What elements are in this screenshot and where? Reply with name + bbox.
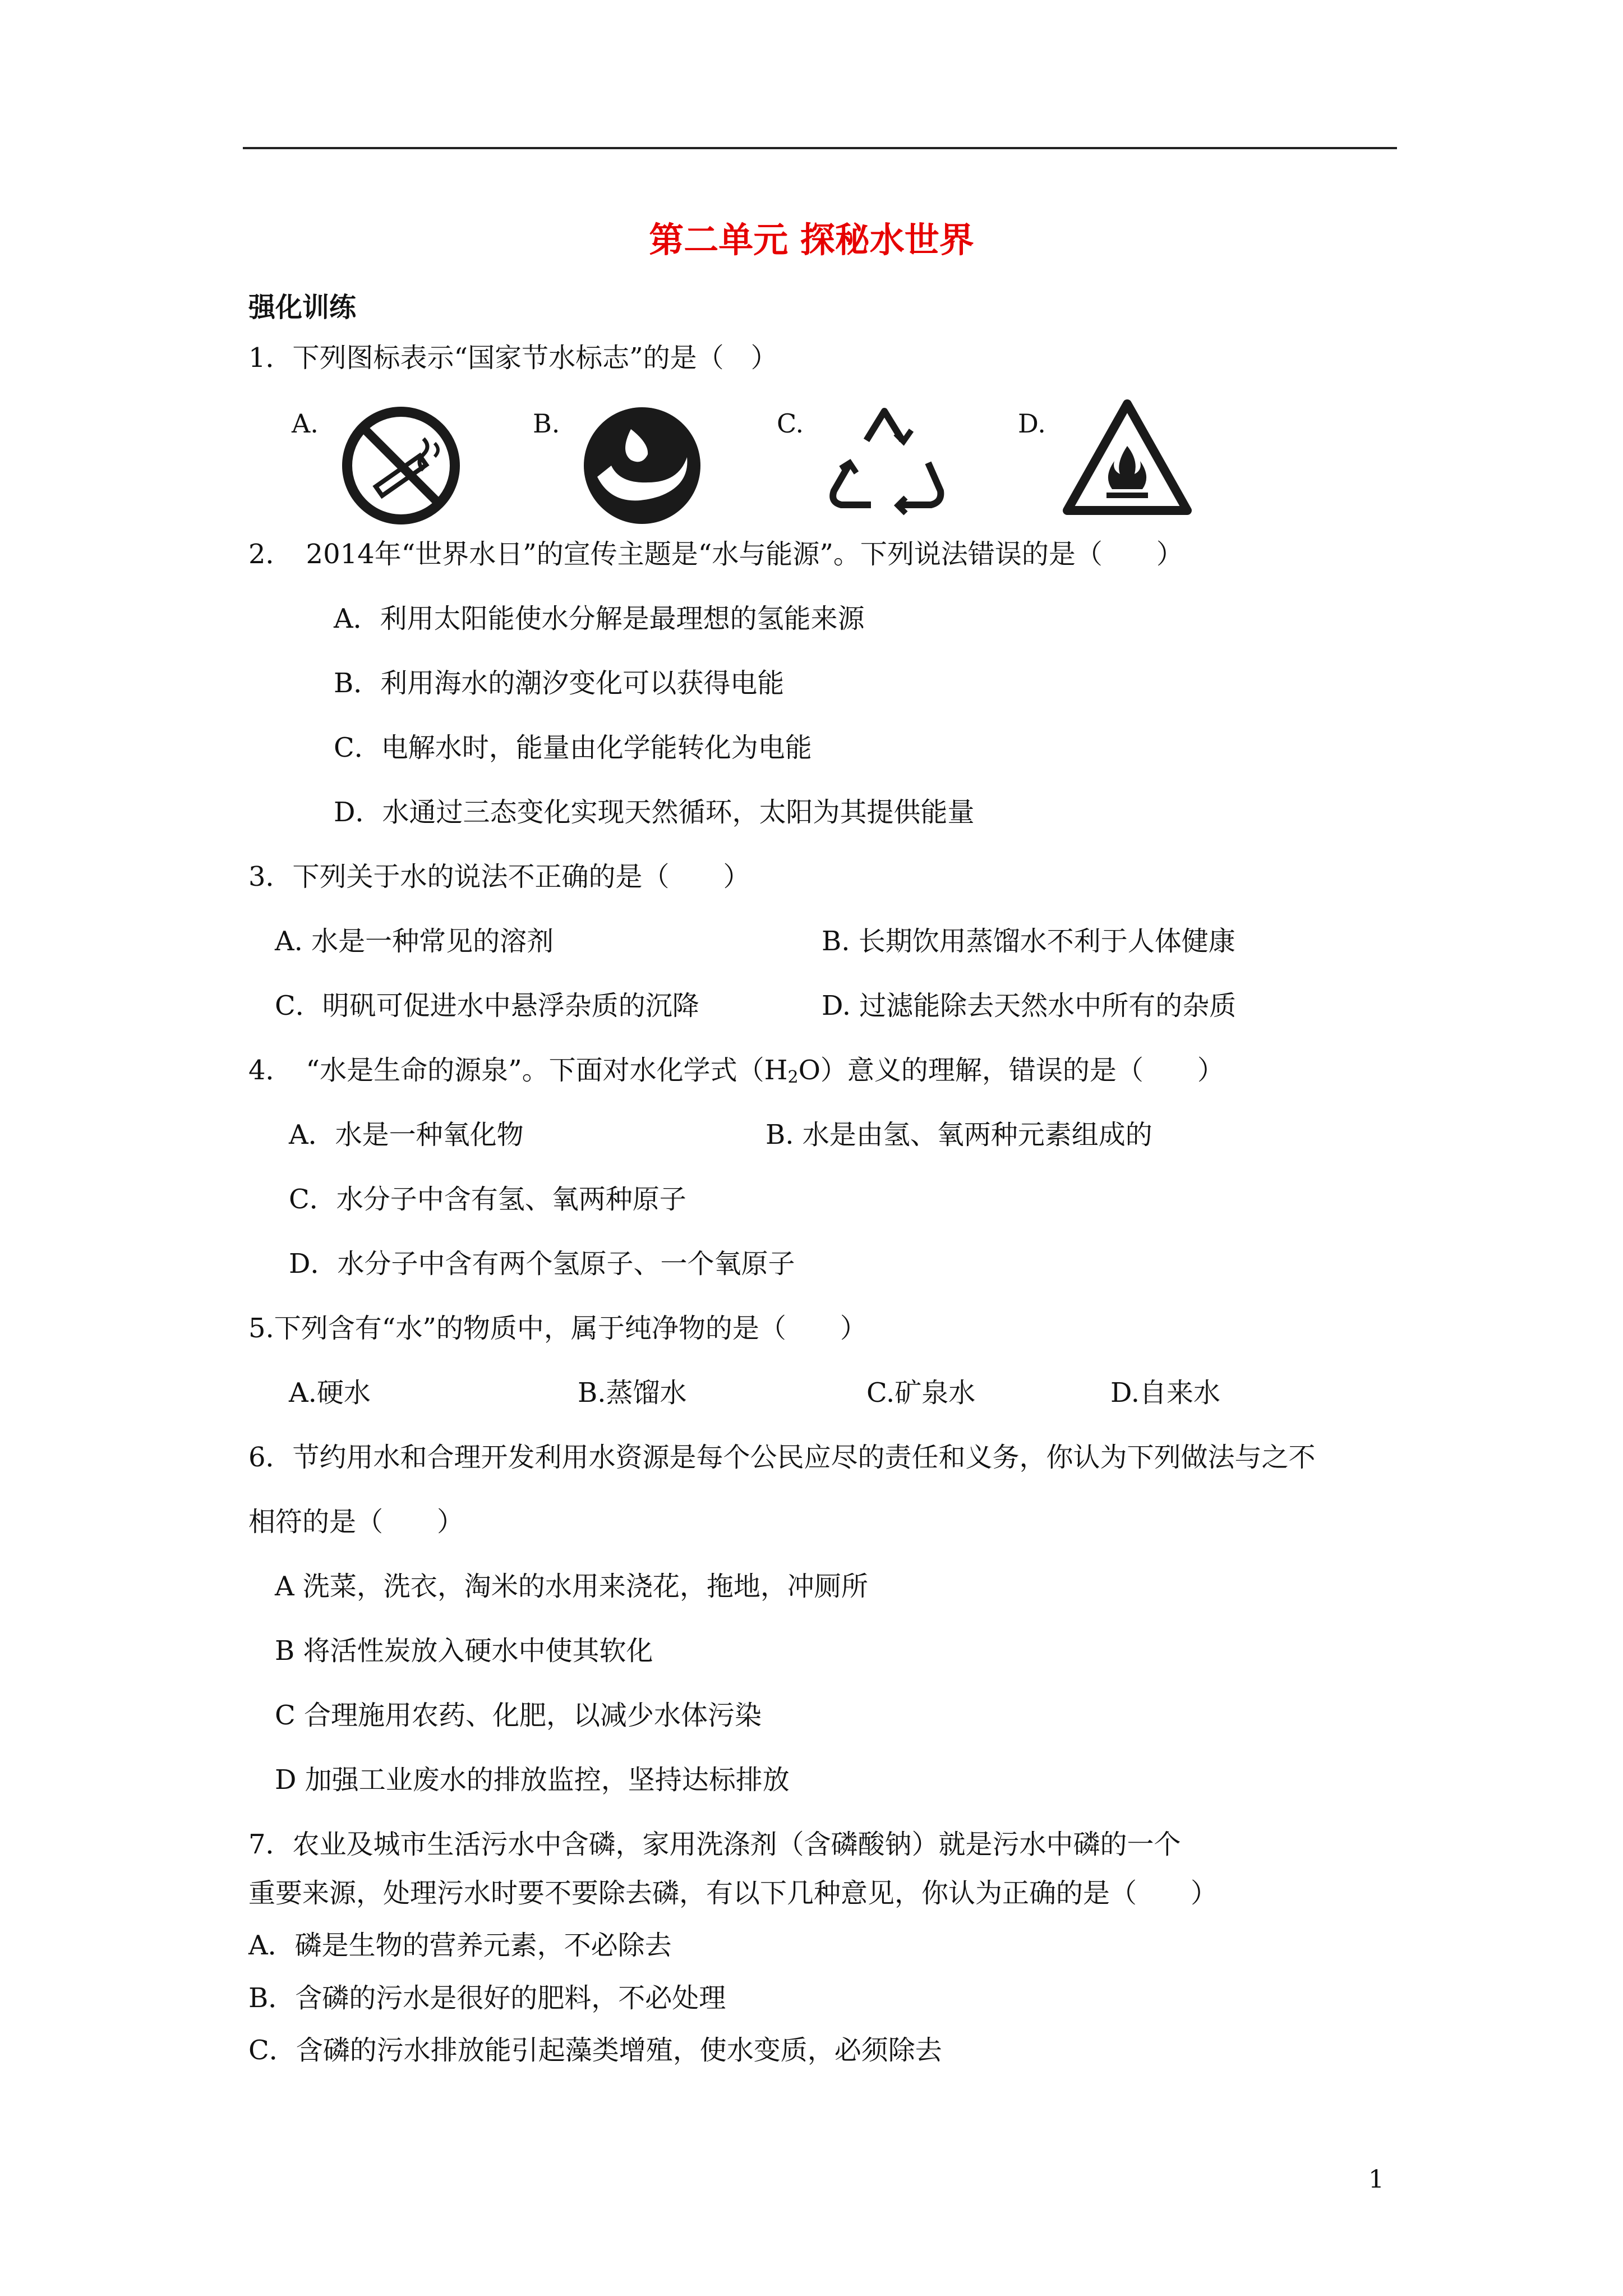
q6-option-a: A 洗菜，洗衣，淘米的水用来浇花，拖地，冲厕所 (275, 1571, 868, 1602)
q7-stem-line2: 重要来源，处理污水时要不要除去磷，有以下几种意见，你认为正确的是（ ） (248, 1878, 1218, 1909)
q4-option-d: D．水分子中含有两个氢原子、一个氧原子 (289, 1248, 795, 1280)
q5-option-d: D.自来水 (1110, 1377, 1221, 1409)
q3-stem: 3．下列关于水的说法不正确的是（ ） (248, 861, 750, 892)
q3-option-b: B. 长期饮用蒸馏水不利于人体健康 (822, 926, 1235, 957)
q1-label-d: D. (1018, 408, 1046, 439)
q1-label-b: B. (533, 408, 560, 439)
q6-option-d: D 加强工业废水的排放监控，坚持达标排放 (275, 1764, 790, 1796)
q7-option-a: A．磷是生物的营养元素，不必除去 (248, 1930, 672, 1961)
q3-option-d: D. 过滤能除去天然水中所有的杂质 (822, 990, 1237, 1022)
q3-option-a: A. 水是一种常见的溶剂 (275, 926, 554, 957)
q5-stem: 5.下列含有“水”的物质中，属于纯净物的是（ ） (248, 1313, 867, 1344)
q6-stem-line1: 6．节约用水和合理开发利用水资源是每个公民应尽的责任和义务，你认为下列做法与之不 (248, 1442, 1316, 1473)
q7-option-c: C．含磷的污水排放能引起藻类增殖，使水变质，必须除去 (248, 2035, 942, 2066)
water-saving-icon (580, 404, 704, 530)
q4-option-c: C．水分子中含有氢、氧两种原子 (289, 1184, 686, 1215)
recycle-icon (822, 401, 951, 521)
q5-option-a: A.硬水 (289, 1377, 371, 1409)
q6-option-b: B 将活性炭放入硬水中使其软化 (275, 1635, 653, 1667)
q1-stem: 1．下列图标表示“国家节水标志”的是（ ） (248, 342, 778, 374)
q1-label-c: C. (777, 408, 804, 439)
page-title: 第二单元 探秘水世界 (649, 219, 974, 260)
q4-stem: 4． “水是生命的源泉”。下面对水化学式$(H_2O)$意义的理解，错误的是（ ） (248, 1055, 1224, 1087)
header-rule (243, 147, 1397, 149)
q4-option-b: B. 水是由氢、氧两种元素组成的 (766, 1119, 1152, 1151)
q1-label-a: A. (292, 408, 319, 439)
flammable-warning-icon (1063, 398, 1192, 518)
q2-option-d: D．水通过三态变化实现天然循环，太阳为其提供能量 (334, 797, 975, 828)
q2-stem: 2． 2014年“世界水日”的宣传主题是“水与能源”。下列说法错误的是（ ） (248, 539, 1183, 570)
page-number: 1 (1368, 2165, 1384, 2194)
q2-option-b: B．利用海水的潮汐变化可以获得电能 (334, 668, 785, 699)
q4-option-a: A．水是一种氧化物 (289, 1119, 524, 1151)
q7-option-b: B．含磷的污水是很好的肥料，不必处理 (248, 1982, 726, 2014)
q6-option-c: C 合理施用农药、化肥，以减少水体污染 (275, 1700, 762, 1731)
q2-option-c: C．电解水时，能量由化学能转化为电能 (334, 732, 812, 763)
no-smoking-icon (339, 404, 463, 530)
q2-option-a: A．利用太阳能使水分解是最理想的氢能来源 (334, 603, 865, 634)
q5-option-c: C.矿泉水 (866, 1377, 976, 1409)
q3-option-c: C．明矾可促进水中悬浮杂质的沉降 (275, 990, 699, 1022)
q7-stem-line1: 7．农业及城市生活污水中含磷，家用洗涤剂（含磷酸钠）就是污水中磷的一个 (248, 1829, 1181, 1860)
q6-stem-line2: 相符的是（ ） (248, 1506, 464, 1538)
section-heading: 强化训练 (248, 292, 357, 323)
q5-option-b: B.蒸馏水 (578, 1377, 687, 1409)
